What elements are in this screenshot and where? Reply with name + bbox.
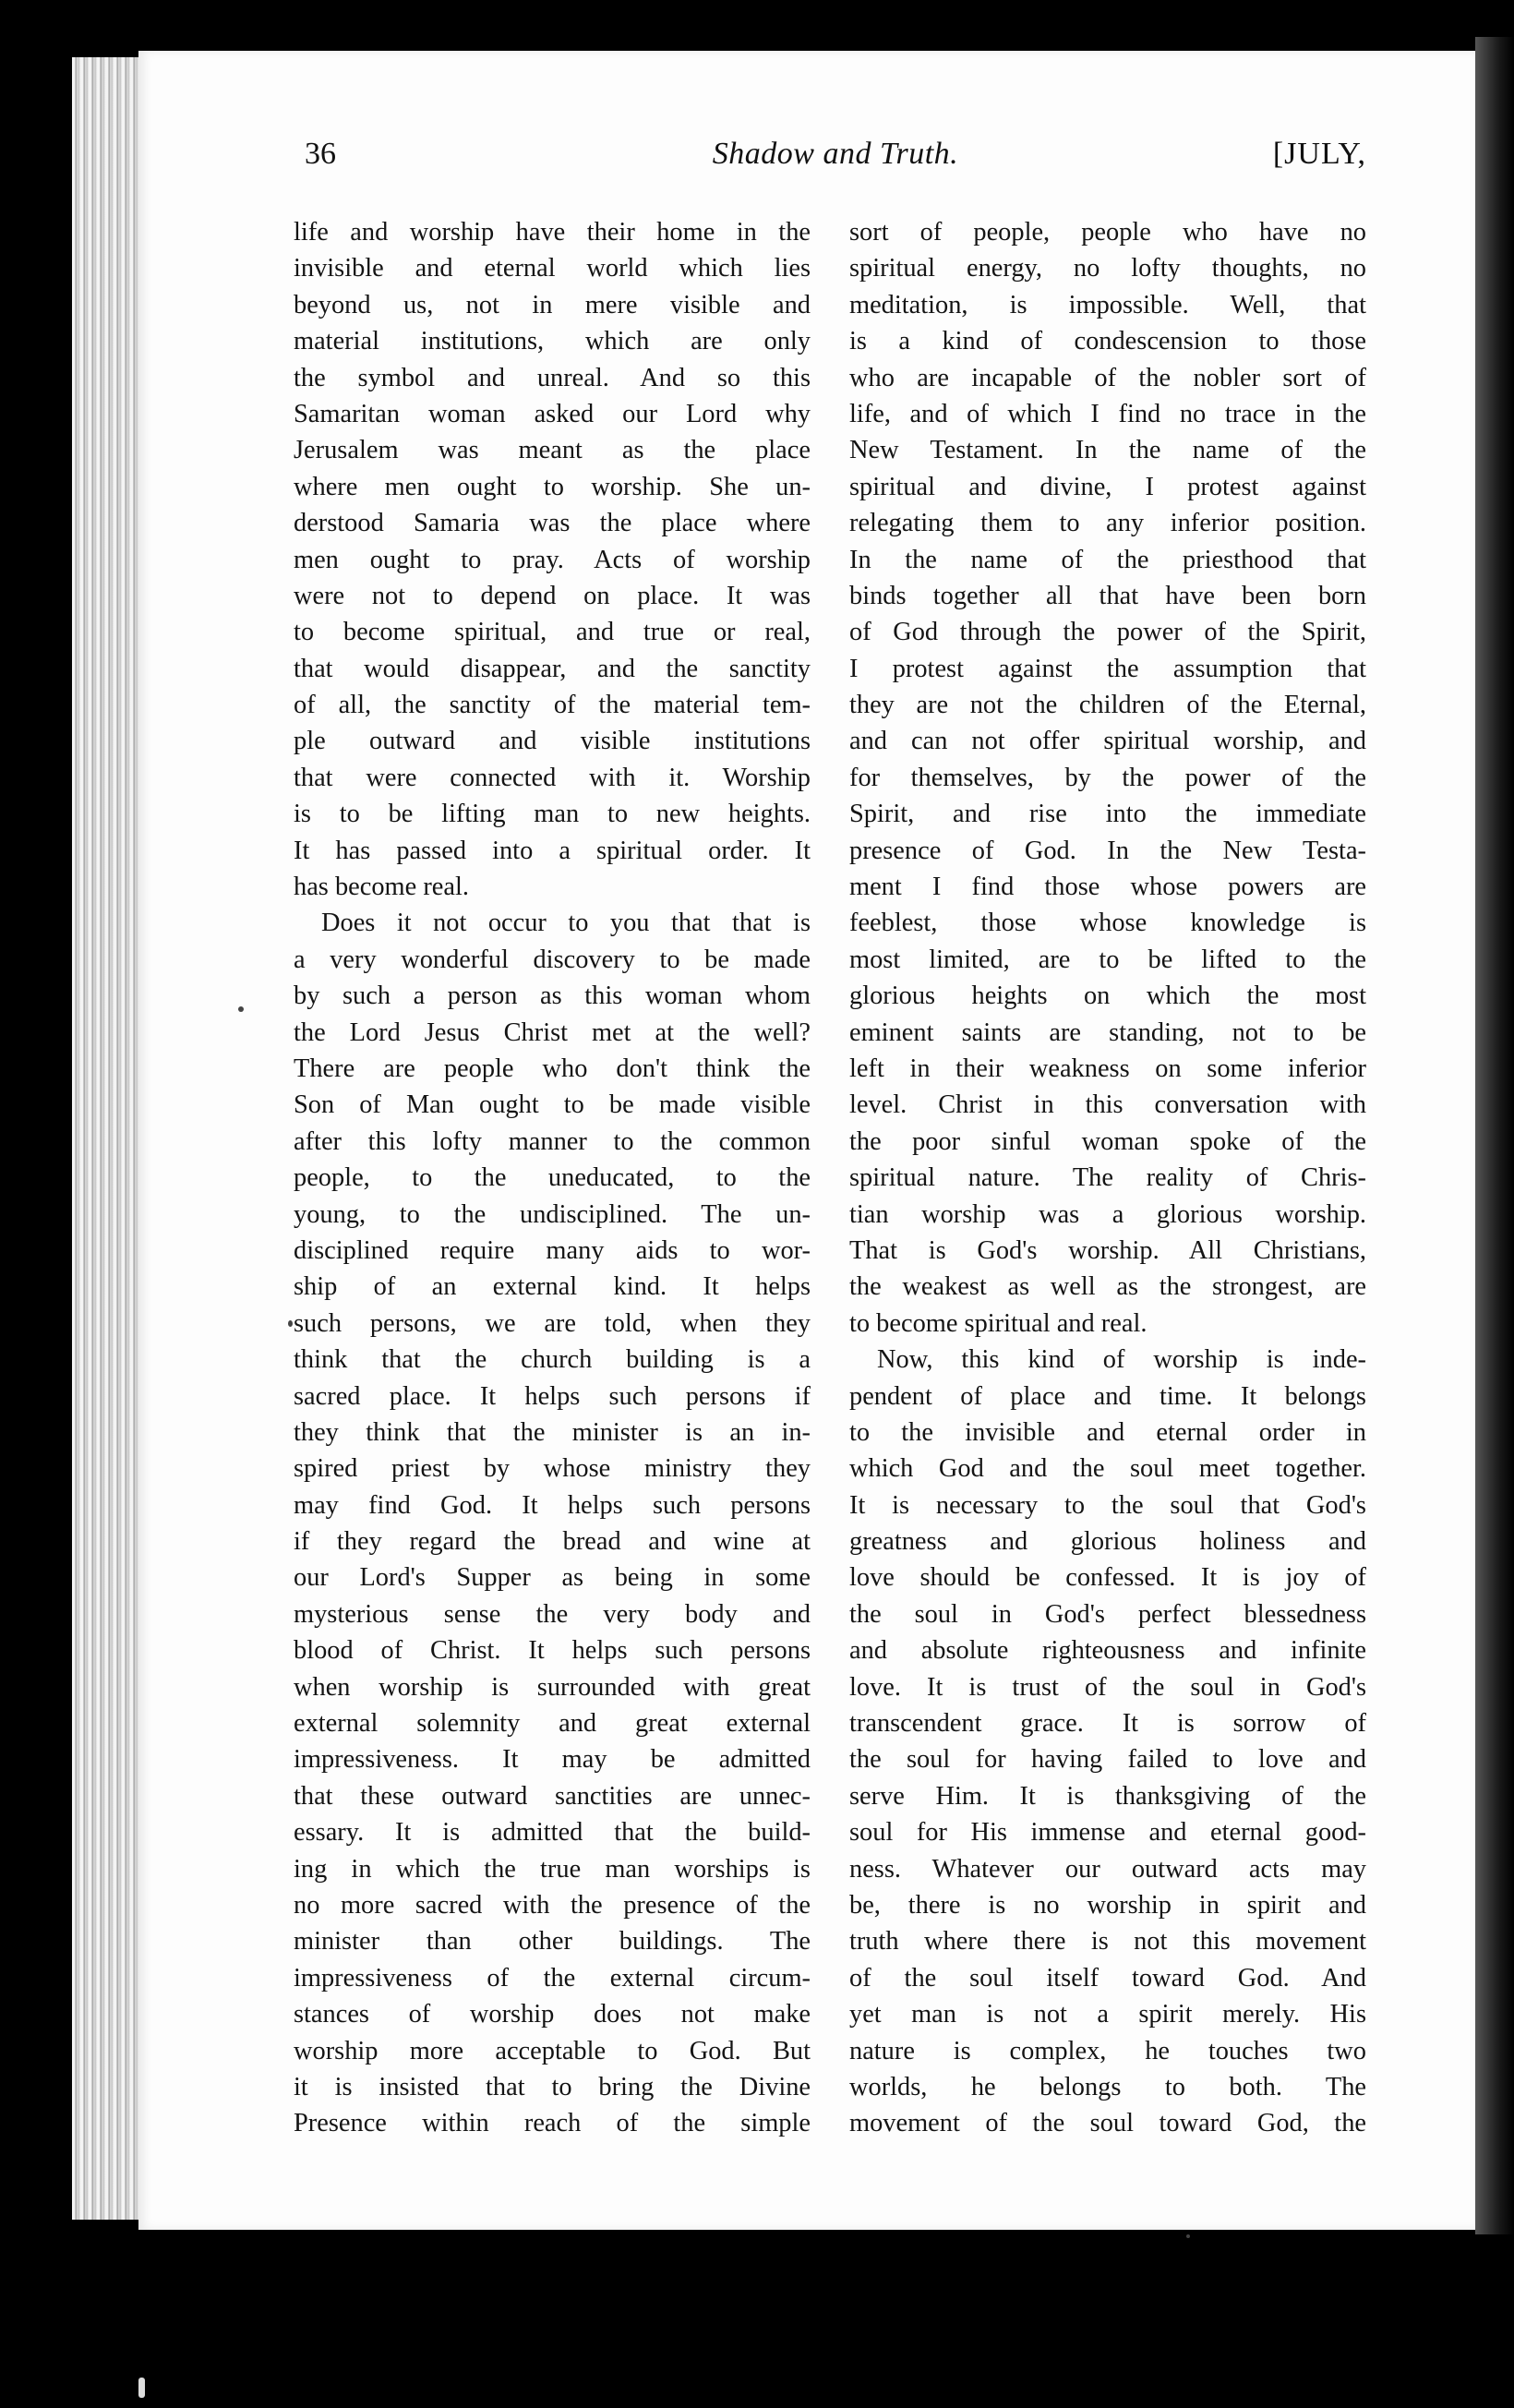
text-line: minister than other buildings. The [294, 1927, 811, 1956]
text-column-right [849, 214, 1366, 2142]
text-line: sort of people, people who have no [849, 218, 1366, 247]
text-line: Son of Man ought to be made visible [294, 1090, 811, 1120]
text-line: nature is complex, he touches two [849, 2036, 1366, 2065]
text-line: it is insisted that to bring the Divine [294, 2072, 811, 2101]
text-line: if they regard the bread and wine at [294, 1527, 811, 1557]
running-head [305, 137, 1366, 183]
text-line: and absolute righteousness and infinite [849, 1636, 1366, 1666]
text-line: ing in which the true man worships is [294, 1854, 811, 1884]
text-line: life and worship have their home in the [294, 218, 811, 247]
text-line: people, to the uneducated, to the [294, 1163, 811, 1193]
text-line: material institutions, which are only [294, 327, 811, 356]
text-line: they think that the minister is an in- [294, 1417, 811, 1447]
text-line: the weakest as well as the strongest, are [849, 1272, 1366, 1302]
text-line: that these outward sanctities are unnec- [294, 1781, 811, 1811]
text-line: Spirit, and rise into the immediate [849, 800, 1366, 829]
text-line: Now, this kind of worship is inde- [877, 1345, 1366, 1375]
text-line: ship of an external kind. It helps [294, 1272, 811, 1302]
text-line: truth where there is not this movement [849, 1927, 1366, 1956]
text-line: pendent of place and time. It belongs [849, 1381, 1366, 1411]
text-line: and can not offer spiritual worship, and [849, 727, 1366, 756]
text-line: tian worship was a glorious worship. [849, 1199, 1366, 1229]
text-line: of God through the power of the Spirit, [849, 618, 1366, 647]
text-line: by such a person as this woman whom [294, 981, 811, 1011]
text-line: ness. Whatever our outward acts may [849, 1854, 1366, 1884]
text-line: Samaritan woman asked our Lord why [294, 399, 811, 428]
text-line: disciplined require many aids to wor- [294, 1235, 811, 1265]
text-line: impressiveness of the external circum- [294, 1963, 811, 1993]
text-line: ment I find those whose powers are [849, 873, 1366, 902]
text-line: greatness and glorious holiness and [849, 1527, 1366, 1557]
text-line: the soul in God's perfect blessedness [849, 1599, 1366, 1629]
text-line: love should be confessed. It is joy of [849, 1563, 1366, 1593]
running-date: [JULY, [1272, 137, 1366, 171]
scan-speck [1186, 2234, 1190, 2238]
text-line: to become spiritual, and true or real, [294, 618, 811, 647]
text-line: ple outward and visible institutions [294, 727, 811, 756]
text-line: to the invisible and eternal order in [849, 1417, 1366, 1447]
text-line: Presence within reach of the simple [294, 2109, 811, 2138]
text-line: has become real. [294, 873, 469, 902]
text-line: no more sacred with the presence of the [294, 1890, 811, 1920]
text-line: binds together all that have been born [849, 581, 1366, 610]
text-line: invisible and eternal world which lies [294, 254, 811, 283]
text-line: who are incapable of the nobler sort of [849, 363, 1366, 392]
scan-speck [138, 2378, 145, 2398]
text-line: life, and of which I find no trace in the [849, 399, 1366, 428]
text-line: may find God. It helps such persons [294, 1490, 811, 1520]
text-line: spiritual energy, no lofty thoughts, no [849, 254, 1366, 283]
text-line: when worship is surrounded with great [294, 1672, 811, 1702]
text-line: they are not the children of the Eternal, [849, 691, 1366, 720]
text-line: meditation, is impossible. Well, that [849, 290, 1366, 319]
text-line: that were connected with it. Worship [294, 763, 811, 792]
text-line: In the name of the priesthood that [849, 545, 1366, 574]
text-line: is to be lifting man to new heights. [294, 800, 811, 829]
text-line: eminent saints are standing, not to be [849, 1017, 1366, 1047]
text-line: relegating them to any inferior position. [849, 509, 1366, 538]
text-line: is a kind of condescension to those [849, 327, 1366, 356]
text-line: to become spiritual and real. [849, 1308, 1148, 1338]
text-line: left in their weakness on some inferior [849, 1054, 1366, 1083]
text-line: derstood Samaria was the place where [294, 509, 811, 538]
page-number: 36 [305, 137, 336, 171]
text-line: movement of the soul toward God, the [849, 2109, 1366, 2138]
text-line: level. Christ in this conversation with [849, 1090, 1366, 1120]
running-title: Shadow and Truth. [712, 137, 959, 171]
text-line: presence of God. In the New Testa- [849, 836, 1366, 865]
scan-speck [238, 1006, 244, 1012]
text-line: yet man is not a spirit merely. His [849, 2000, 1366, 2029]
right-gutter-shadow [1475, 37, 1514, 2234]
text-line: be, there is no worship in spirit and [849, 1890, 1366, 1920]
text-line: stances of worship does not make [294, 2000, 811, 2029]
text-line: beyond us, not in mere visible and [294, 290, 811, 319]
text-line: a very wonderful discovery to be made [294, 945, 811, 974]
text-line: There are people who don't think the [294, 1054, 811, 1083]
text-line: worlds, he belongs to both. The [849, 2072, 1366, 2101]
text-line: the soul for having failed to love and [849, 1745, 1366, 1775]
text-line: of all, the sanctity of the material tem- [294, 691, 811, 720]
text-line: love. It is trust of the soul in God's [849, 1672, 1366, 1702]
text-line: impressiveness. It may be admitted [294, 1745, 811, 1775]
text-line: worship more acceptable to God. But [294, 2036, 811, 2065]
text-line: sacred place. It helps such persons if [294, 1381, 811, 1411]
text-line: after this lofty manner to the common [294, 1126, 811, 1156]
text-line: transcendent grace. It is sorrow of [849, 1709, 1366, 1739]
text-line: essary. It is admitted that the build- [294, 1818, 811, 1848]
text-line: feeblest, those whose knowledge is [849, 909, 1366, 938]
text-line: which God and the soul meet together. [849, 1454, 1366, 1484]
text-line: our Lord's Supper as being in some [294, 1563, 811, 1593]
text-line: spiritual and divine, I protest against [849, 472, 1366, 501]
text-line: New Testament. In the name of the [849, 436, 1366, 465]
text-line: That is God's worship. All Christians, [849, 1235, 1366, 1265]
text-line: young, to the undisciplined. The un- [294, 1199, 811, 1229]
text-line: soul for His immense and eternal good- [849, 1818, 1366, 1848]
text-line: mysterious sense the very body and [294, 1599, 811, 1629]
text-line: the poor sinful woman spoke of the [849, 1126, 1366, 1156]
text-line: where men ought to worship. She un- [294, 472, 811, 501]
text-line: I protest against the assumption that [849, 654, 1366, 683]
text-line: for themselves, by the power of the [849, 763, 1366, 792]
text-line: serve Him. It is thanksgiving of the [849, 1781, 1366, 1811]
text-line: the symbol and unreal. And so this [294, 363, 811, 392]
text-line: think that the church building is a [294, 1345, 811, 1375]
text-line: blood of Christ. It helps such persons [294, 1636, 811, 1666]
text-line: Jerusalem was meant as the place [294, 436, 811, 465]
text-line: such persons, we are told, when they [294, 1308, 811, 1338]
text-line: Does it not occur to you that that is [321, 909, 811, 938]
text-line: spired priest by whose ministry they [294, 1454, 811, 1484]
scan-speck [288, 1320, 293, 1327]
text-line: spiritual nature. The reality of Chris- [849, 1163, 1366, 1193]
text-line: It is necessary to the soul that God's [849, 1490, 1366, 1520]
text-line: most limited, are to be lifted to the [849, 945, 1366, 974]
text-line: the Lord Jesus Christ met at the well? [294, 1017, 811, 1047]
text-line: that would disappear, and the sanctity [294, 654, 811, 683]
text-line: external solemnity and great external [294, 1709, 811, 1739]
text-line: of the soul itself toward God. And [849, 1963, 1366, 1993]
text-line: It has passed into a spiritual order. It [294, 836, 811, 865]
text-line: were not to depend on place. It was [294, 581, 811, 610]
text-line: glorious heights on which the most [849, 981, 1366, 1011]
text-column-left [294, 214, 811, 2142]
text-line: men ought to pray. Acts of worship [294, 545, 811, 574]
